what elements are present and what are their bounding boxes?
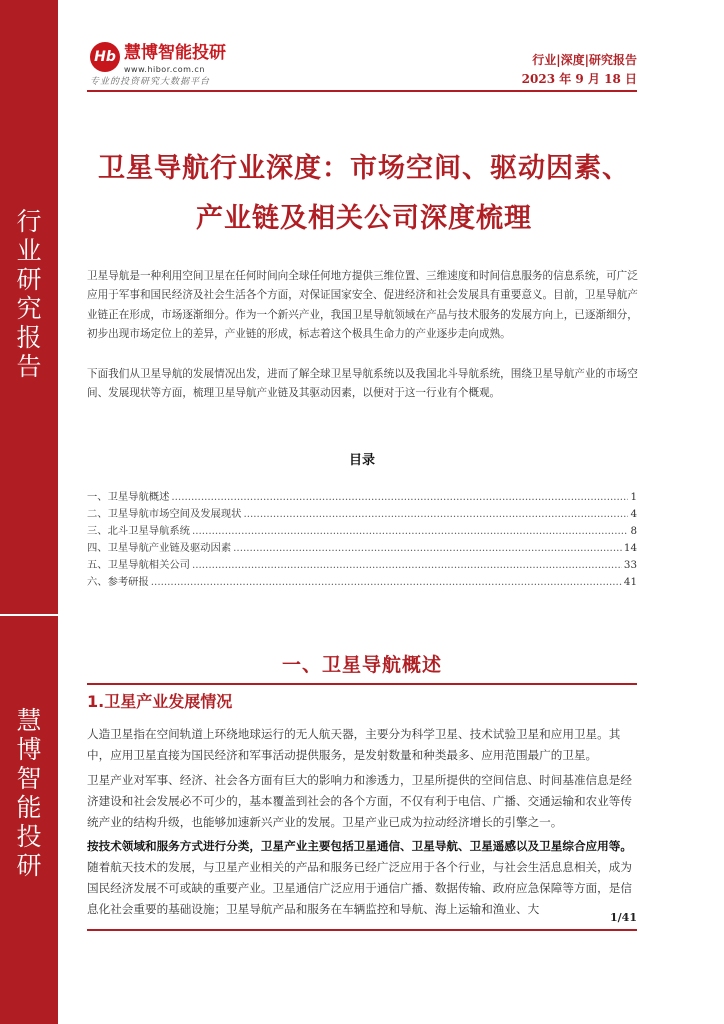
- sidebar-band: [0, 0, 58, 1024]
- toc-item[interactable]: [87, 505, 637, 522]
- toc-item-page: 14: [623, 542, 637, 554]
- toc-leader: [171, 491, 628, 503]
- toc-item[interactable]: [87, 556, 637, 573]
- intro-paragraph-1: 卫星导航是一种利用空间卫星在任何时间向全球任何地方提供三维位置、三维速度和时间信息服务的信息系统，可广泛应用于军事和国民经济及社会生活各个方面，对保证国家安全、促进经济和社会发展具有重要意义。目前，卫星导航产业链正在形成，市场逐渐细分。作为一个新兴产业，我国卫星导航领域在产品与技术服务的发展方向上，已逐渐细分，初步出现市场定位上的差异，产业链的形成，标志着这个极具生命力的产业逐步走向成熟。: [87, 270, 638, 341]
- body-paragraph-3-lead: 按技术领域和服务方式进行分类，卫星产业主要包括卫星通信、卫星导航、卫星遥感以及卫星综合应用等。: [87, 839, 632, 853]
- subsection-title: 1.卫星产业发展情况: [87, 692, 233, 711]
- title-line-2: 产业链及相关公司深度梳理: [196, 203, 532, 234]
- page-number: 1/41: [610, 911, 637, 924]
- report-category: 行业|深度|研究报告: [532, 53, 637, 67]
- report-meta: [522, 52, 637, 88]
- toc-item[interactable]: [87, 488, 637, 505]
- toc-item-page: 4: [630, 508, 637, 520]
- toc-leader: [151, 576, 622, 588]
- body-paragraph-2: 卫星产业对军事、经济、社会各方面有巨大的影响力和渗透力，卫星所提供的空间信息、时间基准信息是经济建设和社会发展必不可少的，基本覆盖到社会的各个方面，不仅有利于电信、广播、交通运输和农业等传统产业的结构升级，也能够加速新兴产业的发展。卫星产业已成为拉动经济增长的引擎之一。: [87, 773, 632, 829]
- body-paragraph-3-rest: 随着航天技术的发展，与卫星产业相关的产品和服务已经广泛应用于各个行业，与社会生活息息相关，成为国民经济发展不可或缺的重要产业。卫星通信广泛应用于通信广播、数据传输、政府应急保障等方面，是信息化社会重要的基础设施；卫星导航产品和服务在车辆监控和导航、海上运输和渔业、大: [87, 860, 632, 916]
- toc-item-page: 1: [630, 491, 637, 503]
- logo-name: 慧博智能投研: [124, 43, 226, 63]
- toc-item-page: 41: [623, 576, 637, 588]
- section-rule: [87, 683, 637, 685]
- toc-item-label: 一、卫星导航概述: [87, 491, 170, 503]
- toc-item-label: 六、参考研报: [87, 576, 149, 588]
- toc-item-label: 五、卫星导航相关公司: [87, 559, 190, 571]
- logo-url: www.hibor.com.cn: [124, 65, 205, 74]
- sidebar-bottom-text: 慧博智能投研: [16, 706, 42, 880]
- logo-slogan: 专业的投资研究大数据平台: [90, 77, 211, 87]
- footer-rule: [87, 929, 637, 931]
- toc-leader: [192, 559, 622, 571]
- toc-item-page: 8: [630, 525, 637, 537]
- toc-item-label: 四、卫星导航产业链及驱动因素: [87, 542, 232, 554]
- toc-item-label: 二、卫星导航市场空间及发展现状: [87, 508, 242, 520]
- toc-item-label: 三、北斗卫星导航系统: [87, 525, 190, 537]
- sidebar-top-text: 行业研究报告: [16, 207, 42, 381]
- report-title: [70, 144, 658, 244]
- sidebar-divider: [0, 614, 58, 616]
- table-of-contents: [87, 488, 637, 590]
- toc-item-page: 33: [623, 559, 637, 571]
- title-line-1: 卫星导航行业深度：市场空间、驱动因素、: [98, 153, 630, 184]
- toc-item[interactable]: [87, 522, 637, 539]
- header-rule: [87, 90, 637, 92]
- intro-paragraph-2: 下面我们从卫星导航的发展情况出发，进而了解全球卫星导航系统以及我国北斗导航系统，围绕卫星导航产业的市场空间、发展现状等方面，梳理卫星导航产业链及其驱动因素，以便对于这一行业有个概观。: [87, 368, 638, 400]
- toc-leader: [233, 542, 622, 554]
- toc-leader: [243, 508, 628, 520]
- toc-leader: [192, 525, 628, 537]
- report-date: 2023 年 9 月 18 日: [521, 72, 637, 86]
- section-title: 一、卫星导航概述: [281, 654, 442, 676]
- body-paragraph-1: 人造卫星指在空间轨道上环绕地球运行的无人航天器，主要分为科学卫星、技术试验卫星和应用卫星。其中，应用卫星直接为国民经济和军事活动提供服务，是发射数量和种类最多、应用范围最广的卫星。: [87, 727, 621, 762]
- toc-title: 目录: [348, 453, 375, 468]
- toc-item[interactable]: [87, 539, 637, 556]
- logo-mark-icon: Hb: [90, 42, 120, 72]
- toc-item[interactable]: [87, 573, 637, 590]
- body-paragraph-3: [87, 836, 639, 920]
